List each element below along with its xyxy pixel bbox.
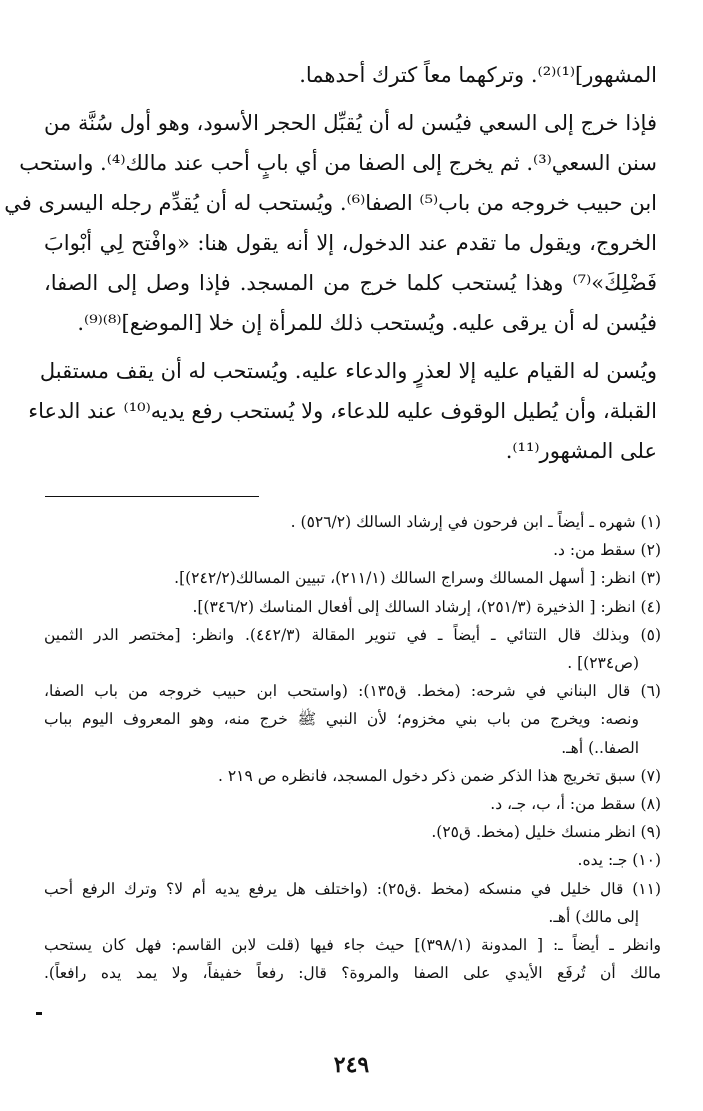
footnote-line: وانظر ـ أيضاً ـ: [ المدونة (٣٩٨/١)] حيث جاء فيها (قلت لابن القاسم: فهل كان يستحب (44, 936, 661, 955)
footnote-divider (45, 496, 259, 497)
page-number: ٢٤٩ (333, 1052, 370, 1078)
main-text (4, 55, 657, 479)
text-line: سنن السعي⁽³⁾. ثم يخرج إلى الصفا من أي بابٍ أحب عند مالك⁽⁴⁾. واستحب (19, 151, 657, 175)
footnote-line: (٢) سقط من: د. (553, 541, 661, 560)
footnote-1 (44, 508, 661, 536)
footnote-line: (٧) سبق تخريج هذا الذكر ضمن ذكر دخول المسجد، فانظره ص ٢١٩ . (217, 766, 661, 785)
text-line: فيُسن له أن يرقى عليه. ويُستحب ذلك للمرأة إن خلا [الموضع]⁽⁸⁾⁽⁹⁾. (77, 311, 657, 335)
paragraph-2 (4, 103, 657, 343)
text-line: فَضْلِكَ»⁽⁷⁾ وهذا يُستحب كلما خرج من المسجد. فإذا وصل إلى الصفا، (44, 271, 657, 295)
footnote-line: (١١) قال خليل في منسكه (مخط .ق٢٥): (واختلف هل يرفع يديه أم لا؟ وترك الرفع أحب (44, 879, 661, 898)
footnote-line: (٤) انظر: [ الذخيرة (٢٥١/٣)، إرشاد السالك إلى أفعال المناسك (٣٤٦/٢)]. (192, 597, 661, 616)
text-line: ويُسن له القيام عليه إلا لعذرٍ والدعاء عليه. ويُستحب له أن يقف مستقبل (39, 359, 657, 383)
footnote-11 (44, 875, 661, 931)
footnote-7 (44, 762, 661, 790)
text-line: فإذا خرج إلى السعي فيُسن له أن يُقبِّل الحجر الأسود، وهو أول سُنَّة من (44, 111, 657, 135)
footnote-line: ونصه: ويخرج من باب بني مخزوم؛ لأن النبي ﷺ خرج منه، وهو المعروف اليوم بباب (44, 710, 639, 729)
footnote-2 (44, 536, 661, 564)
footnote-11-continued (44, 931, 661, 987)
footnote-6 (44, 677, 661, 762)
footnote-line: (٦) قال البناني في شرحه: (مخط. ق١٣٥): (واستحب ابن حبيب خروجه من باب الصفا، (44, 682, 661, 701)
footnote-3 (44, 564, 661, 592)
footnote-5 (44, 621, 661, 677)
text-line: الخروج، ويقول ما تقدم عند الدخول، إلا أنه يقول هنا: «وافْتح لِي أبْوابَ (44, 231, 657, 255)
footnote-line: الصفا..) أهـ. (561, 738, 639, 757)
text-line: على المشهور⁽¹¹⁾. (505, 439, 657, 463)
footnote-4 (44, 593, 661, 621)
footnote-line: (١٠) جـ: يده. (577, 851, 661, 870)
paragraph-1 (44, 55, 657, 95)
footnotes (44, 508, 661, 987)
footnote-line: (٨) سقط من: أ، ب، جـ، د. (490, 795, 661, 814)
footnote-line: (٥) وبذلك قال التتائي ـ أيضاً ـ في تنوير المقالة (٤٤٢/٣). وانظر: [مختصر الدر الثمين (44, 625, 661, 644)
footnote-9 (44, 818, 661, 846)
end-mark (36, 1012, 42, 1015)
footnote-line: مالك أن تُرفَع الأيدي على الصفا والمروة؟ قال: رفعاً خفيفاً، ولا يمد يده رافعاً). (44, 964, 661, 983)
text-line: القبلة، وأن يُطيل الوقوف عليه للدعاء، ولا يُستحب رفع يديه⁽¹⁰⁾ عند الدعاء (28, 399, 657, 423)
footnote-line: إلى مالك) أهـ. (548, 907, 639, 926)
footnote-line: (١) شهره ـ أيضاً ـ ابن فرحون في إرشاد السالك (٥٢٦/٢) . (290, 513, 661, 531)
footnote-line: (٩) انظر منسك خليل (مخط. ق٢٥). (431, 823, 661, 842)
text-line: المشهور]⁽¹⁾⁽²⁾. وتركهما معاً كترك أحدهما. (299, 63, 657, 87)
footnote-10 (44, 846, 661, 874)
text-line: ابن حبيب خروجه من باب⁽⁵⁾ الصفا⁽⁶⁾. ويُستحب له أن يُقدِّم رجله اليسرى في (4, 191, 657, 215)
footnote-line: (٣) انظر: [ أسهل المسالك وسراج السالك (٢١١/١)، تبيين المسالك(٢٤٢/٢)]. (174, 569, 661, 588)
footnote-line: (ص٢٣٤)] . (567, 654, 639, 673)
paragraph-3 (28, 351, 657, 471)
footnote-8 (44, 790, 661, 818)
